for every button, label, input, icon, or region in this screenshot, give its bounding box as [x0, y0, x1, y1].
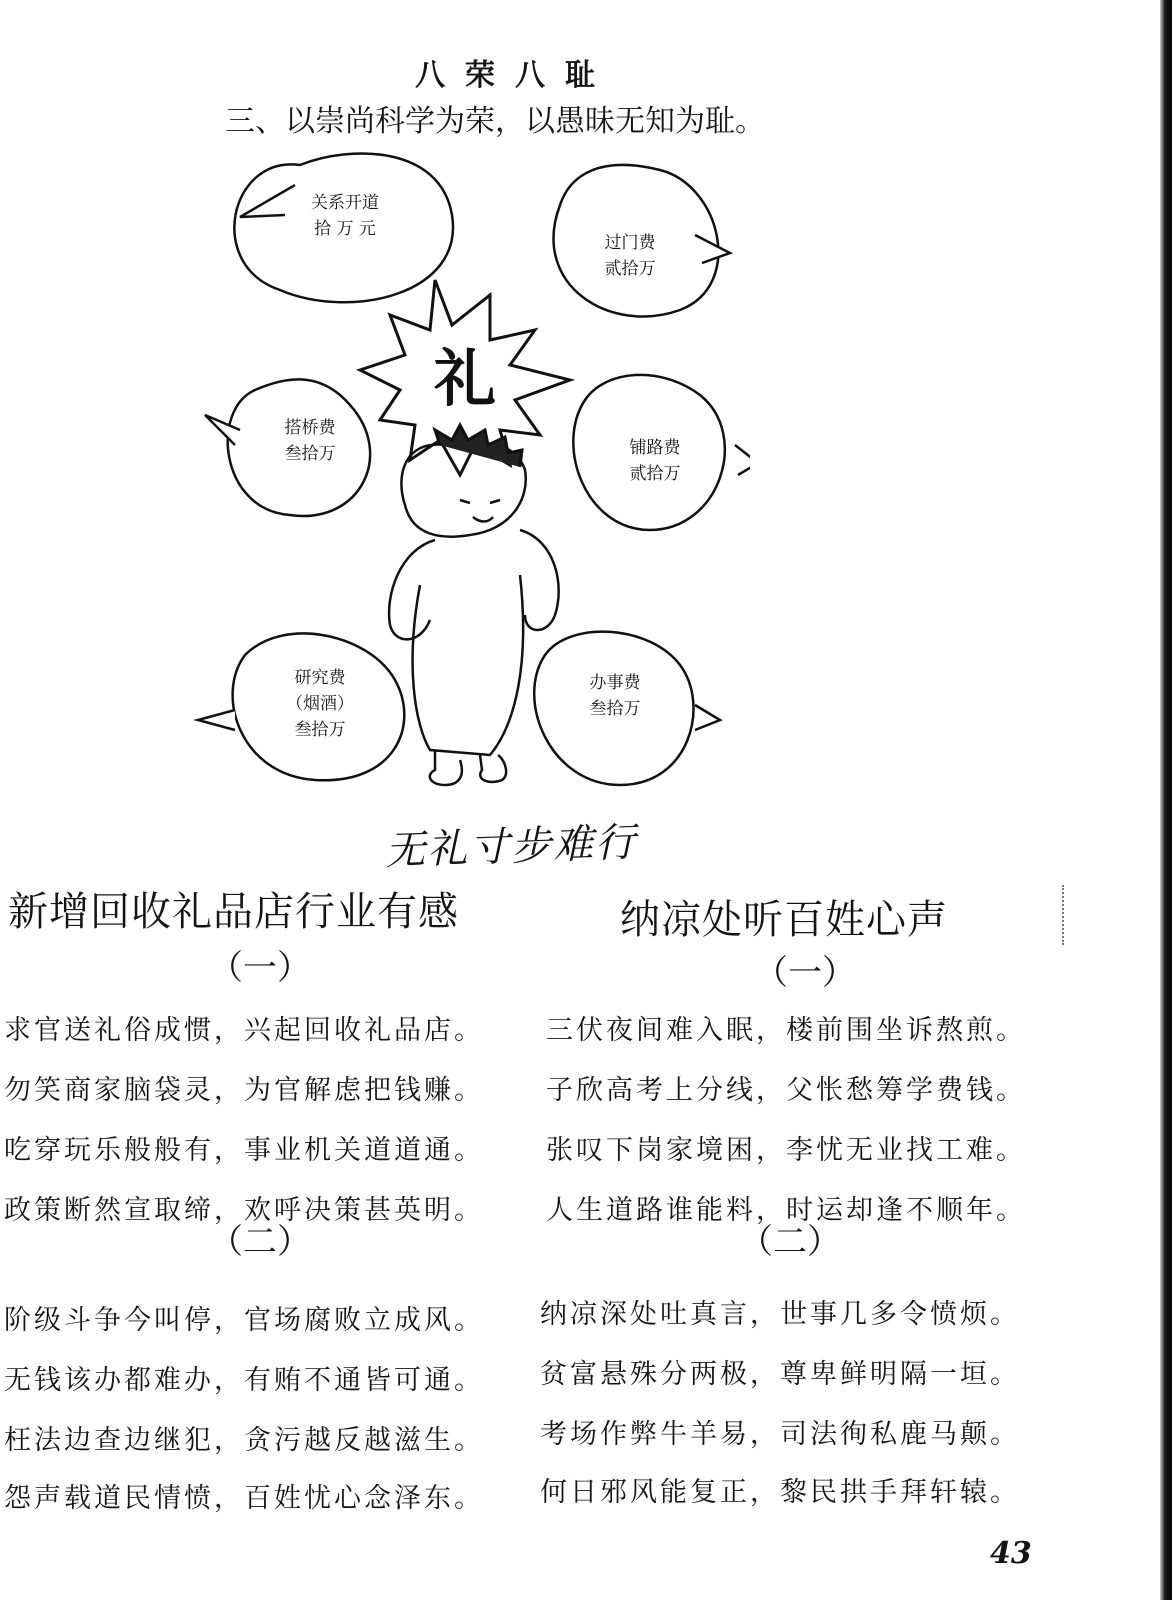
- page-subtitle: 三、以崇尚科学为荣，以愚昧无知为耻。: [225, 104, 765, 139]
- cartoon-caption: 无礼寸步难行: [384, 819, 638, 875]
- bubble-research-fee: [245, 665, 395, 743]
- poem-line: 三伏夜间难入眠，楼前围坐诉熬煎。: [546, 1015, 1026, 1046]
- page-title: 八荣八耻: [415, 58, 615, 93]
- poem-line: 政策断然宣取缔，欢呼决策甚英明。: [4, 1195, 484, 1226]
- bubble-handling-fee: [540, 670, 690, 722]
- scan-mark: [1062, 885, 1064, 945]
- bubble-door-fee: [555, 230, 705, 282]
- poem-line: 勿笑商家脑袋灵，为官解虑把钱赚。: [4, 1075, 484, 1106]
- poem-line: 怨声载道民情愤，百姓忧心念泽东。: [4, 1483, 484, 1514]
- poem-left-part1-label: （一）: [209, 948, 311, 988]
- bubble-line: 研究费: [294, 668, 346, 688]
- cartoon-illustration: [190, 145, 750, 795]
- bubble-road-fee: [580, 435, 730, 487]
- poem-line: 贫富悬殊分两极，尊卑鲜明隔一垣。: [540, 1359, 1020, 1390]
- page-number: 43: [990, 1536, 1032, 1571]
- bubble-line: 叁拾万: [284, 444, 336, 464]
- bubble-line: 关系开道: [311, 193, 379, 213]
- poem-line: 吃穿玩乐般般有，事业机关道道通。: [4, 1135, 484, 1166]
- poem-line: 求官送礼俗成惯，兴起回收礼品店。: [4, 1015, 484, 1046]
- bubble-line: 过门费: [604, 233, 656, 253]
- poem-line: 人生道路谁能料，时运却逢不顺年。: [546, 1195, 1026, 1226]
- poem-right-title: 纳凉处听百姓心声: [620, 897, 948, 943]
- bubble-line: 搭桥费: [284, 418, 336, 438]
- poem-line: 阶级斗争今叫停，官场腐败立成风。: [4, 1305, 484, 1336]
- poem-line: 考场作弊牛羊易，司法徇私鹿马颠。: [540, 1419, 1020, 1450]
- poem-line: 子欣高考上分线，父怅愁筹学费钱。: [546, 1075, 1026, 1106]
- poem-right-part1-label: （一）: [754, 953, 856, 993]
- poem-line: 无钱该办都难办，有贿不通皆可通。: [4, 1365, 484, 1396]
- bubble-line: 办事费: [589, 673, 641, 693]
- bubble-line: 贰拾万: [604, 259, 656, 279]
- poem-line: 枉法边查边继犯，贪污越反越滋生。: [4, 1425, 484, 1456]
- gift-char: 礼: [433, 342, 497, 415]
- bubble-bridge-fee: [235, 415, 385, 467]
- poem-right-part2-label: （二）: [739, 1222, 841, 1262]
- poem-line: 张叹下岗家境困，李忧无业找工难。: [546, 1135, 1026, 1166]
- bubble-connections: [270, 190, 420, 242]
- poem-line: 纳凉深处吐真言，世事几多令愤烦。: [540, 1299, 1020, 1330]
- scan-edge: [1160, 0, 1172, 1600]
- person-body: [413, 575, 524, 755]
- poem-line: 何日邪风能复正，黎民拱手拜轩辕。: [540, 1477, 1020, 1508]
- bubble-line: 贰拾万: [629, 464, 681, 484]
- bubble-line: 拾 万 元: [314, 219, 376, 239]
- bubble-line: （烟酒）: [286, 694, 354, 714]
- bubble-line: 叁拾万: [294, 720, 346, 740]
- bubble-line: 叁拾万: [589, 699, 641, 719]
- bubble-line: 铺路费: [629, 438, 681, 458]
- poem-left-part2-label: （二）: [209, 1222, 311, 1262]
- poem-left-title: 新增回收礼品店行业有感: [8, 889, 459, 935]
